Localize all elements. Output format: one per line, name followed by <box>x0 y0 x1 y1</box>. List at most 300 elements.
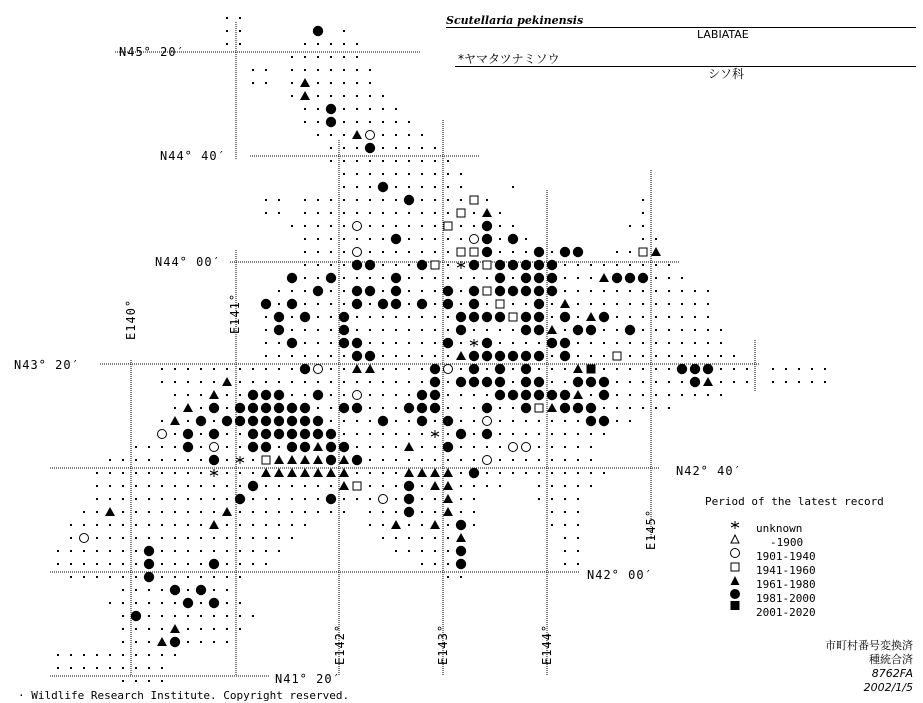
record-1981-2000 <box>469 364 479 374</box>
grid-dot <box>577 459 579 461</box>
record-1981-2000 <box>261 442 271 452</box>
map-gridlines <box>50 22 760 676</box>
grid-dot <box>122 485 124 487</box>
record-1981-2000 <box>508 234 518 244</box>
grid-dot <box>70 524 72 526</box>
grid-dot <box>668 394 670 396</box>
record-1981-2000 <box>534 390 544 400</box>
record-1981-2000 <box>274 312 284 322</box>
grid-dot <box>616 394 618 396</box>
grid-dot <box>83 576 85 578</box>
grid-dot <box>161 602 163 604</box>
record-1981-2000 <box>482 312 492 322</box>
grid-dot <box>512 420 514 422</box>
grid-dot <box>382 433 384 435</box>
grid-dot <box>525 433 527 435</box>
grid-dot <box>304 251 306 253</box>
grid-dot <box>551 355 553 357</box>
grid-dot <box>369 160 371 162</box>
record-1961-1980 <box>209 520 219 529</box>
grid-dot <box>577 303 579 305</box>
grid-dot <box>239 394 241 396</box>
footer-date: 2002/1/5 <box>863 681 913 694</box>
grid-dot <box>798 381 800 383</box>
record-1961-1980 <box>274 455 284 464</box>
record-1981-2000 <box>365 260 375 270</box>
grid-dot <box>486 446 488 448</box>
grid-dot <box>148 680 150 682</box>
grid-dot <box>161 537 163 539</box>
record-1981-2000 <box>456 312 466 322</box>
grid-dot <box>239 511 241 513</box>
record-1981-2000 <box>352 286 362 296</box>
grid-dot <box>408 264 410 266</box>
grid-dot <box>278 342 280 344</box>
grid-dot <box>369 108 371 110</box>
grid-dot <box>408 420 410 422</box>
grid-dot <box>291 225 293 227</box>
grid-dot <box>382 537 384 539</box>
grid-dot <box>694 394 696 396</box>
grid-dot <box>408 550 410 552</box>
grid-dot <box>811 368 813 370</box>
grid-dot <box>512 329 514 331</box>
grid-dot <box>551 316 553 318</box>
grid-dot <box>278 485 280 487</box>
grid-dot <box>213 589 215 591</box>
grid-dot <box>148 589 150 591</box>
grid-dot <box>473 433 475 435</box>
grid-dot <box>161 550 163 552</box>
grid-dot <box>369 199 371 201</box>
grid-dot <box>304 238 306 240</box>
grid-dot <box>317 134 319 136</box>
grid-dot <box>603 368 605 370</box>
grid-dot <box>499 238 501 240</box>
grid-dot <box>447 563 449 565</box>
grid-dot <box>720 342 722 344</box>
grid-dot <box>538 342 540 344</box>
grid-dot <box>512 225 514 227</box>
record-1981-2000 <box>209 429 219 439</box>
record-1981-2000 <box>417 260 427 270</box>
grid-dot <box>252 381 254 383</box>
grid-dot <box>369 121 371 123</box>
grid-dot <box>330 82 332 84</box>
record-1981-2000 <box>508 260 518 270</box>
grid-dot <box>590 355 592 357</box>
grid-dot <box>187 589 189 591</box>
grid-dot <box>564 433 566 435</box>
grid-dot <box>70 563 72 565</box>
grid-dot <box>668 342 670 344</box>
grid-dot <box>213 381 215 383</box>
grid-dot <box>447 524 449 526</box>
record-1981-2000 <box>326 494 336 504</box>
record-1981-2000 <box>261 403 271 413</box>
grid-dot <box>382 264 384 266</box>
grid-dot <box>213 498 215 500</box>
record-1981-2000 <box>300 312 310 322</box>
record-1981-2000 <box>222 416 232 426</box>
grid-dot <box>499 446 501 448</box>
record-1961-1980 <box>443 494 453 503</box>
record-1981-2000 <box>573 325 583 335</box>
open-circle-icon <box>731 549 740 558</box>
record-1981-2000 <box>183 442 193 452</box>
species-family: LABIATAE <box>697 28 749 41</box>
record-1961-1980 <box>183 403 193 412</box>
grid-dot <box>148 524 150 526</box>
grid-dot <box>577 420 579 422</box>
grid-dot <box>421 225 423 227</box>
grid-dot <box>421 134 423 136</box>
grid-dot <box>148 667 150 669</box>
grid-dot <box>369 524 371 526</box>
grid-dot <box>265 329 267 331</box>
grid-dot <box>369 212 371 214</box>
record-1961-1980 <box>430 481 440 490</box>
grid-dot <box>187 381 189 383</box>
grid-dot <box>681 303 683 305</box>
grid-dot <box>655 368 657 370</box>
grid-dot <box>447 316 449 318</box>
grid-dot <box>486 472 488 474</box>
grid-dot <box>317 95 319 97</box>
grid-dot <box>161 446 163 448</box>
grid-dot <box>395 160 397 162</box>
record-1961-1980 <box>339 481 349 490</box>
grid-dot <box>161 628 163 630</box>
grid-dot <box>551 524 553 526</box>
grid-dot <box>200 459 202 461</box>
record-unknown <box>236 456 244 464</box>
grid-dot <box>161 498 163 500</box>
legend-item-1961-1980: 1961-1980 <box>756 578 816 591</box>
grid-dot <box>369 459 371 461</box>
grid-dot <box>382 381 384 383</box>
grid-dot <box>187 628 189 630</box>
grid-dot <box>382 394 384 396</box>
grid-dot <box>434 290 436 292</box>
grid-dot <box>343 381 345 383</box>
grid-dot <box>135 485 137 487</box>
grid-dot <box>356 121 358 123</box>
grid-dot <box>382 160 384 162</box>
record-1981-2000 <box>482 377 492 387</box>
grid-dot <box>265 563 267 565</box>
grid-dot <box>200 576 202 578</box>
grid-dot <box>655 264 657 266</box>
grid-dot <box>291 498 293 500</box>
grid-dot <box>226 537 228 539</box>
grid-dot <box>148 498 150 500</box>
grid-dot <box>109 667 111 669</box>
grid-dot <box>824 368 826 370</box>
grid-dot <box>304 277 306 279</box>
record-1981-2000 <box>469 312 479 322</box>
grid-dot <box>330 381 332 383</box>
record-1981-2000 <box>456 377 466 387</box>
grid-dot <box>525 238 527 240</box>
record-1981-2000 <box>443 299 453 309</box>
grid-dot <box>564 550 566 552</box>
record-1981-2000 <box>365 286 375 296</box>
grid-dot <box>499 342 501 344</box>
grid-dot <box>187 498 189 500</box>
grid-dot <box>135 628 137 630</box>
grid-dot <box>629 368 631 370</box>
grid-dot <box>135 576 137 578</box>
grid-dot <box>174 485 176 487</box>
grid-dot <box>109 654 111 656</box>
grid-dot <box>707 316 709 318</box>
grid-dot <box>382 368 384 370</box>
grid-dot <box>200 602 202 604</box>
grid-dot <box>70 654 72 656</box>
grid-dot <box>382 459 384 461</box>
grid-dot <box>733 381 735 383</box>
grid-dot <box>395 134 397 136</box>
grid-dot <box>291 82 293 84</box>
grid-dot <box>135 524 137 526</box>
grid-dot <box>148 459 150 461</box>
filled-triangle-icon <box>731 576 740 585</box>
grid-dot <box>408 238 410 240</box>
grid-dot <box>447 433 449 435</box>
grid-dot <box>473 407 475 409</box>
record-1981-2000 <box>274 416 284 426</box>
grid-dot <box>161 368 163 370</box>
record-1981-2000 <box>521 377 531 387</box>
grid-dot <box>317 342 319 344</box>
grid-dot <box>668 264 670 266</box>
record-1961-1980 <box>430 468 440 477</box>
grid-dot <box>135 680 137 682</box>
grid-dot <box>330 303 332 305</box>
grid-dot <box>369 316 371 318</box>
label-lat-45-20: N45° 20′ <box>119 45 185 59</box>
record-1961-1980 <box>443 468 453 477</box>
record-1981-2000 <box>573 247 583 257</box>
grid-dot <box>577 537 579 539</box>
grid-dot <box>395 342 397 344</box>
grid-dot <box>460 420 462 422</box>
grid-dot <box>265 69 267 71</box>
grid-dot <box>577 485 579 487</box>
grid-dot <box>434 511 436 513</box>
record-1961-1980 <box>599 273 609 282</box>
grid-dot <box>330 511 332 513</box>
grid-dot <box>681 355 683 357</box>
grid-dot <box>551 446 553 448</box>
grid-dot <box>239 446 241 448</box>
label-lat-44-40: N44° 40′ <box>160 149 226 163</box>
grid-dot <box>382 277 384 279</box>
legend-title: Period of the latest record <box>705 495 884 508</box>
grid-dot <box>369 446 371 448</box>
record-1961-1980 <box>339 468 349 477</box>
record-1981-2000 <box>534 312 544 322</box>
grid-dot <box>382 407 384 409</box>
grid-dot <box>226 641 228 643</box>
record-1981-2000 <box>469 351 479 361</box>
grid-dot <box>434 459 436 461</box>
grid-dot <box>70 667 72 669</box>
grid-dot <box>70 537 72 539</box>
record-1961-1980 <box>365 364 375 373</box>
filled-square-icon <box>731 601 740 610</box>
asterisk-icon <box>731 521 739 529</box>
record-1981-2000 <box>638 273 648 283</box>
grid-dot <box>473 498 475 500</box>
grid-dot <box>473 329 475 331</box>
grid-dot <box>538 472 540 474</box>
record-1901-1940 <box>314 365 323 374</box>
record-1961-1980 <box>651 247 661 256</box>
grid-dot <box>369 277 371 279</box>
grid-dot <box>408 394 410 396</box>
grid-dot <box>486 485 488 487</box>
grid-dot <box>681 381 683 383</box>
species-scientific-name: Scutellaria pekinensis <box>446 14 584 27</box>
grid-dot <box>733 355 735 357</box>
grid-dot <box>200 563 202 565</box>
grid-dot <box>213 485 215 487</box>
grid-dot <box>655 394 657 396</box>
grid-dot <box>187 537 189 539</box>
grid-dot <box>187 368 189 370</box>
grid-dot <box>421 316 423 318</box>
grid-dot <box>330 368 332 370</box>
grid-dot <box>590 459 592 461</box>
grid-dot <box>304 199 306 201</box>
copyright-body: Wildlife Research Institute. Copyright reserved. <box>31 689 350 702</box>
grid-dot <box>460 290 462 292</box>
record-1981-2000 <box>495 312 505 322</box>
record-1941-1960 <box>262 456 270 464</box>
grid-dot <box>499 433 501 435</box>
grid-dot <box>408 537 410 539</box>
grid-dot <box>460 303 462 305</box>
record-unknown <box>210 469 218 477</box>
grid-dot <box>395 511 397 513</box>
grid-dot <box>252 459 254 461</box>
grid-dot <box>356 186 358 188</box>
grid-dot <box>408 186 410 188</box>
record-1981-2000 <box>599 390 609 400</box>
grid-dot <box>434 186 436 188</box>
record-1941-1960 <box>483 287 491 295</box>
grid-dot <box>291 69 293 71</box>
record-1981-2000 <box>404 494 414 504</box>
record-1981-2000 <box>196 585 206 595</box>
grid-dot <box>252 498 254 500</box>
record-1981-2000 <box>560 338 570 348</box>
grid-dot <box>291 329 293 331</box>
grid-dot <box>239 30 241 32</box>
record-1941-1960 <box>457 248 465 256</box>
grid-dot <box>629 316 631 318</box>
grid-dot <box>564 277 566 279</box>
grid-dot <box>499 225 501 227</box>
grid-dot <box>629 381 631 383</box>
record-1961-1980 <box>352 364 362 373</box>
grid-dot <box>421 433 423 435</box>
grid-dot <box>538 420 540 422</box>
record-1901-1940 <box>483 456 492 465</box>
grid-dot <box>161 420 163 422</box>
grid-dot <box>265 82 267 84</box>
record-1981-2000 <box>352 338 362 348</box>
grid-dot <box>382 95 384 97</box>
record-1961-1980 <box>287 455 297 464</box>
grid-dot <box>629 420 631 422</box>
grid-dot <box>603 290 605 292</box>
grid-dot <box>369 225 371 227</box>
grid-dot <box>616 420 618 422</box>
grid-dot <box>161 485 163 487</box>
record-symbols <box>80 26 714 647</box>
grid-dot <box>200 368 202 370</box>
grid-dot <box>148 641 150 643</box>
record-1901-1940 <box>470 235 479 244</box>
record-1981-2000 <box>417 416 427 426</box>
grid-dot <box>447 251 449 253</box>
grid-dot <box>525 342 527 344</box>
grid-dot <box>122 511 124 513</box>
grid-dot <box>330 212 332 214</box>
record-1901-1940 <box>210 443 219 452</box>
grid-dot <box>291 368 293 370</box>
record-1981-2000 <box>404 481 414 491</box>
grid-dot <box>226 589 228 591</box>
grid-dot <box>57 550 59 552</box>
grid-dot <box>538 433 540 435</box>
record-1981-2000 <box>404 195 414 205</box>
grid-dot <box>642 394 644 396</box>
grid-dot <box>434 563 436 565</box>
grid-dot <box>161 381 163 383</box>
grid-dot <box>577 433 579 435</box>
grid-dot <box>187 641 189 643</box>
grid-dot <box>122 498 124 500</box>
grid-dot <box>343 394 345 396</box>
grid-dot <box>343 199 345 201</box>
grid-dot <box>460 576 462 578</box>
grid-dot <box>83 511 85 513</box>
grid-dot <box>278 290 280 292</box>
label-lat-44-00: N44° 00′ <box>155 255 221 269</box>
grid-dot <box>317 498 319 500</box>
grid-dot <box>564 368 566 370</box>
grid-dot <box>356 108 358 110</box>
grid-dot <box>616 316 618 318</box>
grid-dot <box>135 537 137 539</box>
grid-dot <box>304 43 306 45</box>
grid-dot <box>551 381 553 383</box>
grid-dot <box>226 17 228 19</box>
record-1981-2000 <box>625 325 635 335</box>
grid-dot <box>447 212 449 214</box>
grid-dot <box>382 108 384 110</box>
grid-dot <box>421 446 423 448</box>
grid-dot <box>486 277 488 279</box>
grid-dot <box>187 563 189 565</box>
record-1981-2000 <box>417 403 427 413</box>
record-1981-2000 <box>547 273 557 283</box>
grid-dot <box>239 433 241 435</box>
